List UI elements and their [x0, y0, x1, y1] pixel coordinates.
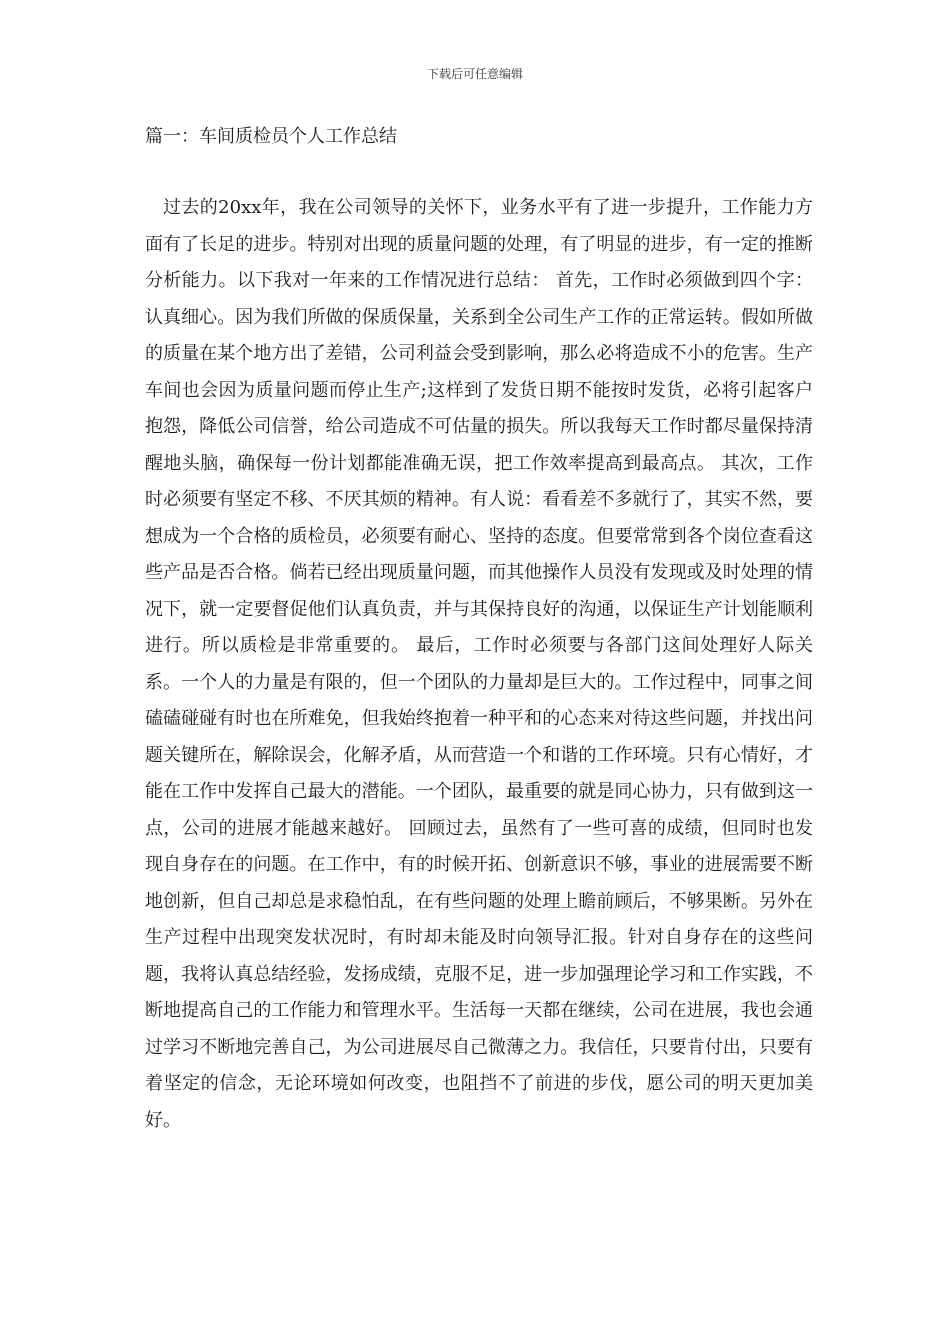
header-note: 下载后可任意编辑: [426, 67, 523, 81]
document-body: 过去的20xx年，我在公司领导的关怀下，业务水平有了进一步提升，工作能力方面有了长足的进步。特别对出现的质量问题的处理，有了明显的进步，有一定的推断分析能力。以下我对一年来的工作情况进行总结： 首先，工作时必须做到四个字：认真细心。因为我们所做的保质保量，关系到全公司生产工作的正常运转。假如所做的质量在某个地方出了差错，公司利益会受到影响，那么必将造成不小的危害。生产车间也会因为质量问题而停止生产;这样到了发货日期不能按时发货，必将引起客户抱怨，降低公司信誉，给公司造成不可估量的损失。所以我每天工作时都尽量保持清醒地头脑，确保每一份计划都能准确无误，把工作效率提高到最高点。 其次，工作时必须要有坚定不移、不厌其烦的精神。有人说：看看差不多就行了，其实不然，要想成为一个合格的质检员，必须要有耐心、坚持的态度。但要常常到各个岗位查看这些产品是否合格。倘若已经出现质量问题，而其他操作人员没有发现或及时处理的情况下，就一定要督促他们认真负责，并与其保持良好的沟通，以保证生产计划能顺利进行。所以质检是非常重要的。 最后，工作时必须要与各部门这间处理好人际关系。一个人的力量是有限的，但一个团队的力量却是巨大的。工作过程中，同事之间磕磕碰碰有时也在所难免，但我始终抱着一种平和的心态来对待这些问题，并找出问题关键所在，解除误会，化解矛盾，从而营造一个和谐的工作环境。只有心情好，才能在工作中发挥自己最大的潜能。一个团队，最重要的就是同心协力，只有做到这一点，公司的进展才能越来越好。 回顾过去，虽然有了一些可喜的成绩，但同时也发现自身存在的问题。在工作中，有的时候开拓、创新意识不够，事业的进展需要不断地创新，但自己却总是求稳怕乱，在有些问题的处理上瞻前顾后，不够果断。另外在生产过程中出现突发状况时，有时却未能及时向领导汇报。针对自身存在的这些问题，我将认真总结经验，发扬成绩，克服不足，进一步加强理论学习和工作实践，不断地提高自己的工作能力和管理水平。生活每一天都在继续，公司在进展，我也会通过学习不断地完善自己，为公司进展尽自己微薄之力。我信任，只要肯付出，只要有着坚定的信念，无论环境如何改变，也阻挡不了前进的步伐，愿公司的明天更加美好。: [145, 197, 813, 1131]
document-title: 篇一：车间质检员个人工作总结: [145, 126, 397, 147]
